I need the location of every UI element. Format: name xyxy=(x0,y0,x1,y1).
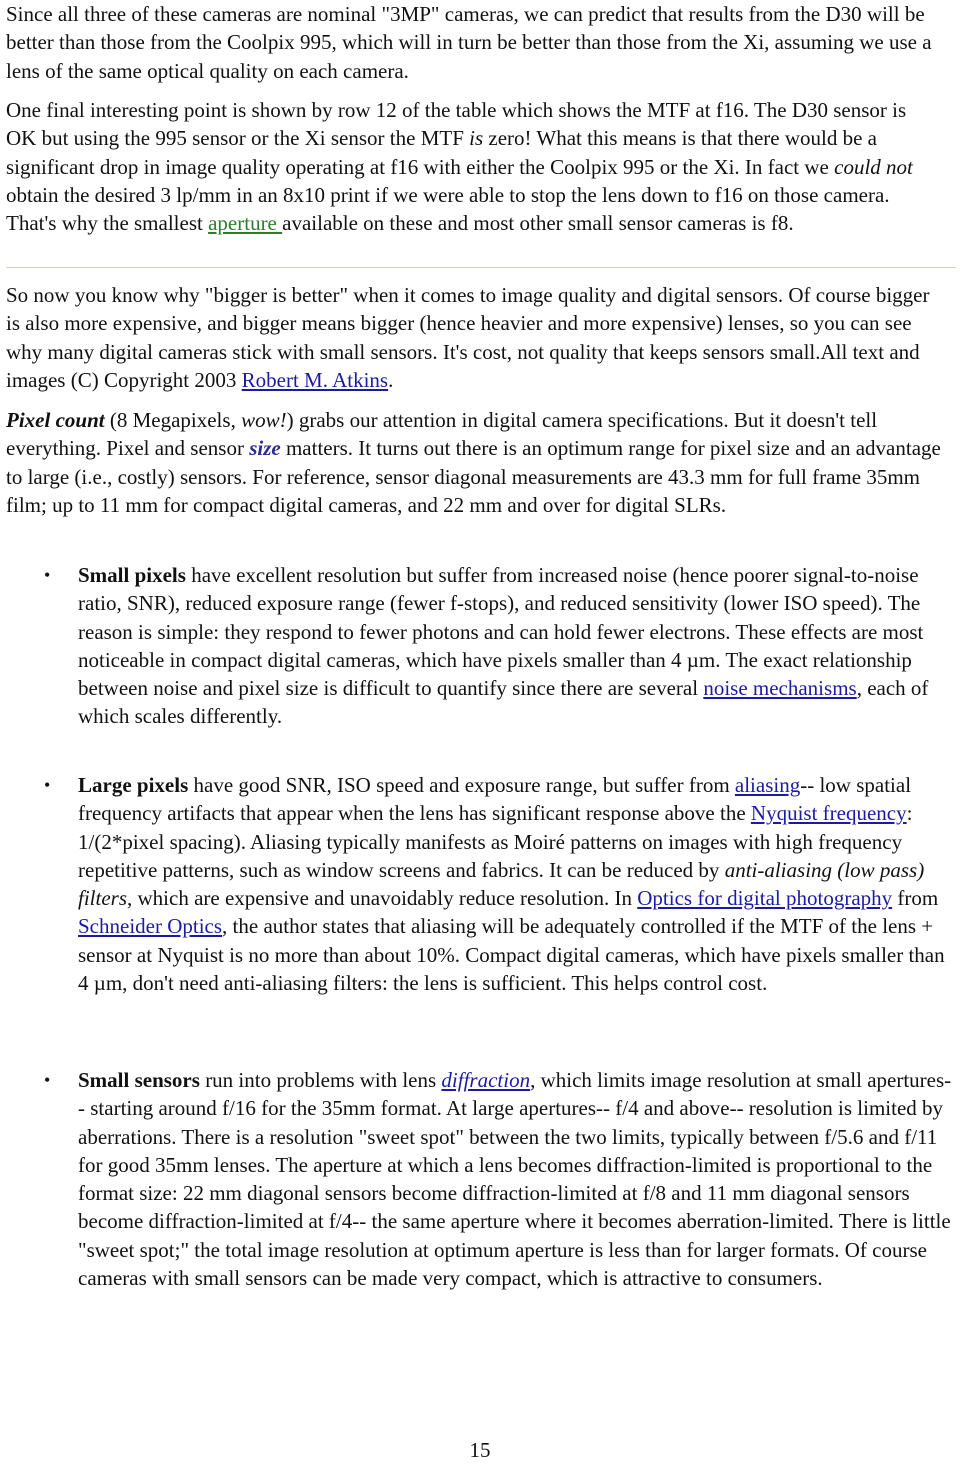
paragraph-text: from xyxy=(892,886,939,911)
list-item-small-pixels xyxy=(0,561,960,731)
emphasis-could-not: could not xyxy=(834,154,913,179)
list-item-small-sensors xyxy=(0,1066,960,1292)
paragraph-text: Since all three of these cameras are nominal "3MP" cameras, we can predict that results from the D30 will be better than those from the Coolpix 995, which will in turn be better than those from the Xi, assuming we use a lens of the same optical quality on each camera. xyxy=(6,2,932,83)
paragraph-text: have good SNR, ISO speed and exposure range, but suffer from xyxy=(188,773,735,797)
paragraph-text: , which are expensive and unavoidably reduce resolution. In xyxy=(127,886,638,911)
page-number: 15 xyxy=(469,1438,491,1462)
paragraph-text: have excellent resolution but suffer from increased noise (hence poorer signal-to-noise ratio, SNR), reduced exposure range (fewer f-stops), and reduced sensitivity (lower ISO speed). The reason is simple: they respond to fewer photons and can hold fewer electrons. These effects are most noticeable in compact digital cameras, which have pixels smaller than 4 µm. The exact relationship between noise and pixel size is difficult to quantify since there are several xyxy=(78,563,924,701)
paragraph-bigger-is-better xyxy=(0,281,941,394)
list-item-large-pixels xyxy=(0,771,960,997)
term-anti-aliasing-filters: anti-aliasing (low pass) filters xyxy=(78,857,925,911)
paragraph-text: matters. It turns out there is an optimum range for pixel size and an advantage to large (i.e., costly) sensors. For reference, sensor diagonal measurements are 43.3 mm for full frame 35mm film; up to 11 mm for compact digital cameras, and 22 mm and over for digital SLRs. xyxy=(6,436,941,517)
paragraph-text: One final interesting point is shown by row 12 of the table which shows the MTF at f16. The D30 sensor is OK but using the 995 sensor or the Xi sensor the MTF xyxy=(6,98,907,151)
author-link[interactable]: Robert M. Atkins xyxy=(241,367,389,392)
emphasis-wow: wow! xyxy=(241,408,287,432)
nyquist-frequency-link[interactable]: Nyquist frequency xyxy=(750,801,907,826)
term-large-pixels: Large pixels xyxy=(78,773,189,797)
list-item-text xyxy=(78,561,956,731)
schneider-optics-link[interactable]: Schneider Optics xyxy=(78,914,223,939)
paragraph-text: zero! What this means is that there would be a significant drop in image quality operating at f16 with either the Coolpix 995 or the Xi. In fact we xyxy=(6,126,877,179)
horizontal-divider xyxy=(6,267,956,268)
paragraph-text: available on these and most other small sensor cameras is f8. xyxy=(282,211,794,236)
bullet-icon: • xyxy=(44,775,51,795)
paragraph-text: (8 Megapixels, xyxy=(104,408,242,432)
term-pixel-count: Pixel count xyxy=(6,408,105,432)
paragraph-text: , which limits image resolution at small apertures-- starting around f/16 for the 35mm format. At large apertures-- f/4 and above-- resolution is limited by aberrations. There is a resolution "sweet spot" between the two limits, typically between f/5.6 and f/11 for good 35mm lenses. The aperture at which a lens becomes diffraction-limited is proportional to the format size: 22 mm diagonal sensors become diffraction-limited at f/8 and 11 mm diagonal sensors become diffraction-limited at f/4-- the same aperture where it becomes aberration-limited. There is little "sweet spot;" the total image resolution at optimum aperture is less than for larger formats. Of course cameras with small sensors can be made very compact, which is attractive to consumers. xyxy=(78,1068,952,1291)
emphasis-is: is xyxy=(469,126,484,151)
paragraph-text: , the author states that aliasing will be adequately controlled if the MTF of the lens + sensor at Nyquist is no more than about 10%. Compact digital cameras, which have pixels smaller than 4 µm, don't need anti-aliasing filters: the lens is sufficient. This helps control cost. xyxy=(78,914,945,996)
diffraction-link-text[interactable]: diffraction xyxy=(441,1068,531,1092)
paragraph-mtf-f16 xyxy=(0,96,941,237)
paragraph-text: run into problems with lens xyxy=(199,1068,442,1092)
paragraph-pixel-count xyxy=(0,406,941,519)
aperture-link[interactable]: aperture xyxy=(208,211,283,236)
paragraph-text: , each of which scales differently. xyxy=(78,676,929,729)
paragraph-text: : 1/(2*pixel spacing). Aliasing typically manifests as Moiré patterns on images with high frequency repetitive patterns, such as window screens and fabrics. It can be reduced by xyxy=(78,801,913,882)
paragraph-camera-comparison xyxy=(0,0,941,85)
paragraph-text: obtain the desired 3 lp/mm in an 8x10 print if we were able to stop the lens down to f16 on those camera. That's why the smallest xyxy=(6,182,890,236)
paragraph-text: -- low spatial frequency artifacts that appear when the lens has significant response above the xyxy=(78,773,912,826)
aliasing-link[interactable]: aliasing xyxy=(734,773,801,797)
paragraph-text: ) grabs our attention in digital camera specifications. But it doesn't tell everything. Pixel and sensor xyxy=(6,408,878,461)
noise-mechanisms-link[interactable]: noise mechanisms xyxy=(703,676,857,701)
bullet-icon: • xyxy=(44,565,51,585)
bullet-icon: • xyxy=(44,1070,51,1090)
paragraph-text: . xyxy=(388,367,394,392)
emphasis-size: size xyxy=(249,436,281,461)
paragraph-text: So now you know why "bigger is better" when it comes to image quality and digital sensors. Of course bigger is also more expensive, and bigger means bigger (hence heavier and more expensive) lenses, so you can see why many digital cameras stick with small sensors. It's cost, not quality that keeps sensors small.All text and images (C) Copyright 2003 xyxy=(6,283,930,392)
term-small-pixels: Small pixels xyxy=(78,563,186,587)
diffraction-link[interactable] xyxy=(441,1068,530,1092)
list-item-text xyxy=(78,1066,956,1292)
optics-for-digital-photography-link[interactable]: Optics for digital photography xyxy=(637,886,893,911)
term-small-sensors: Small sensors xyxy=(78,1068,200,1092)
list-item-text xyxy=(78,771,956,997)
